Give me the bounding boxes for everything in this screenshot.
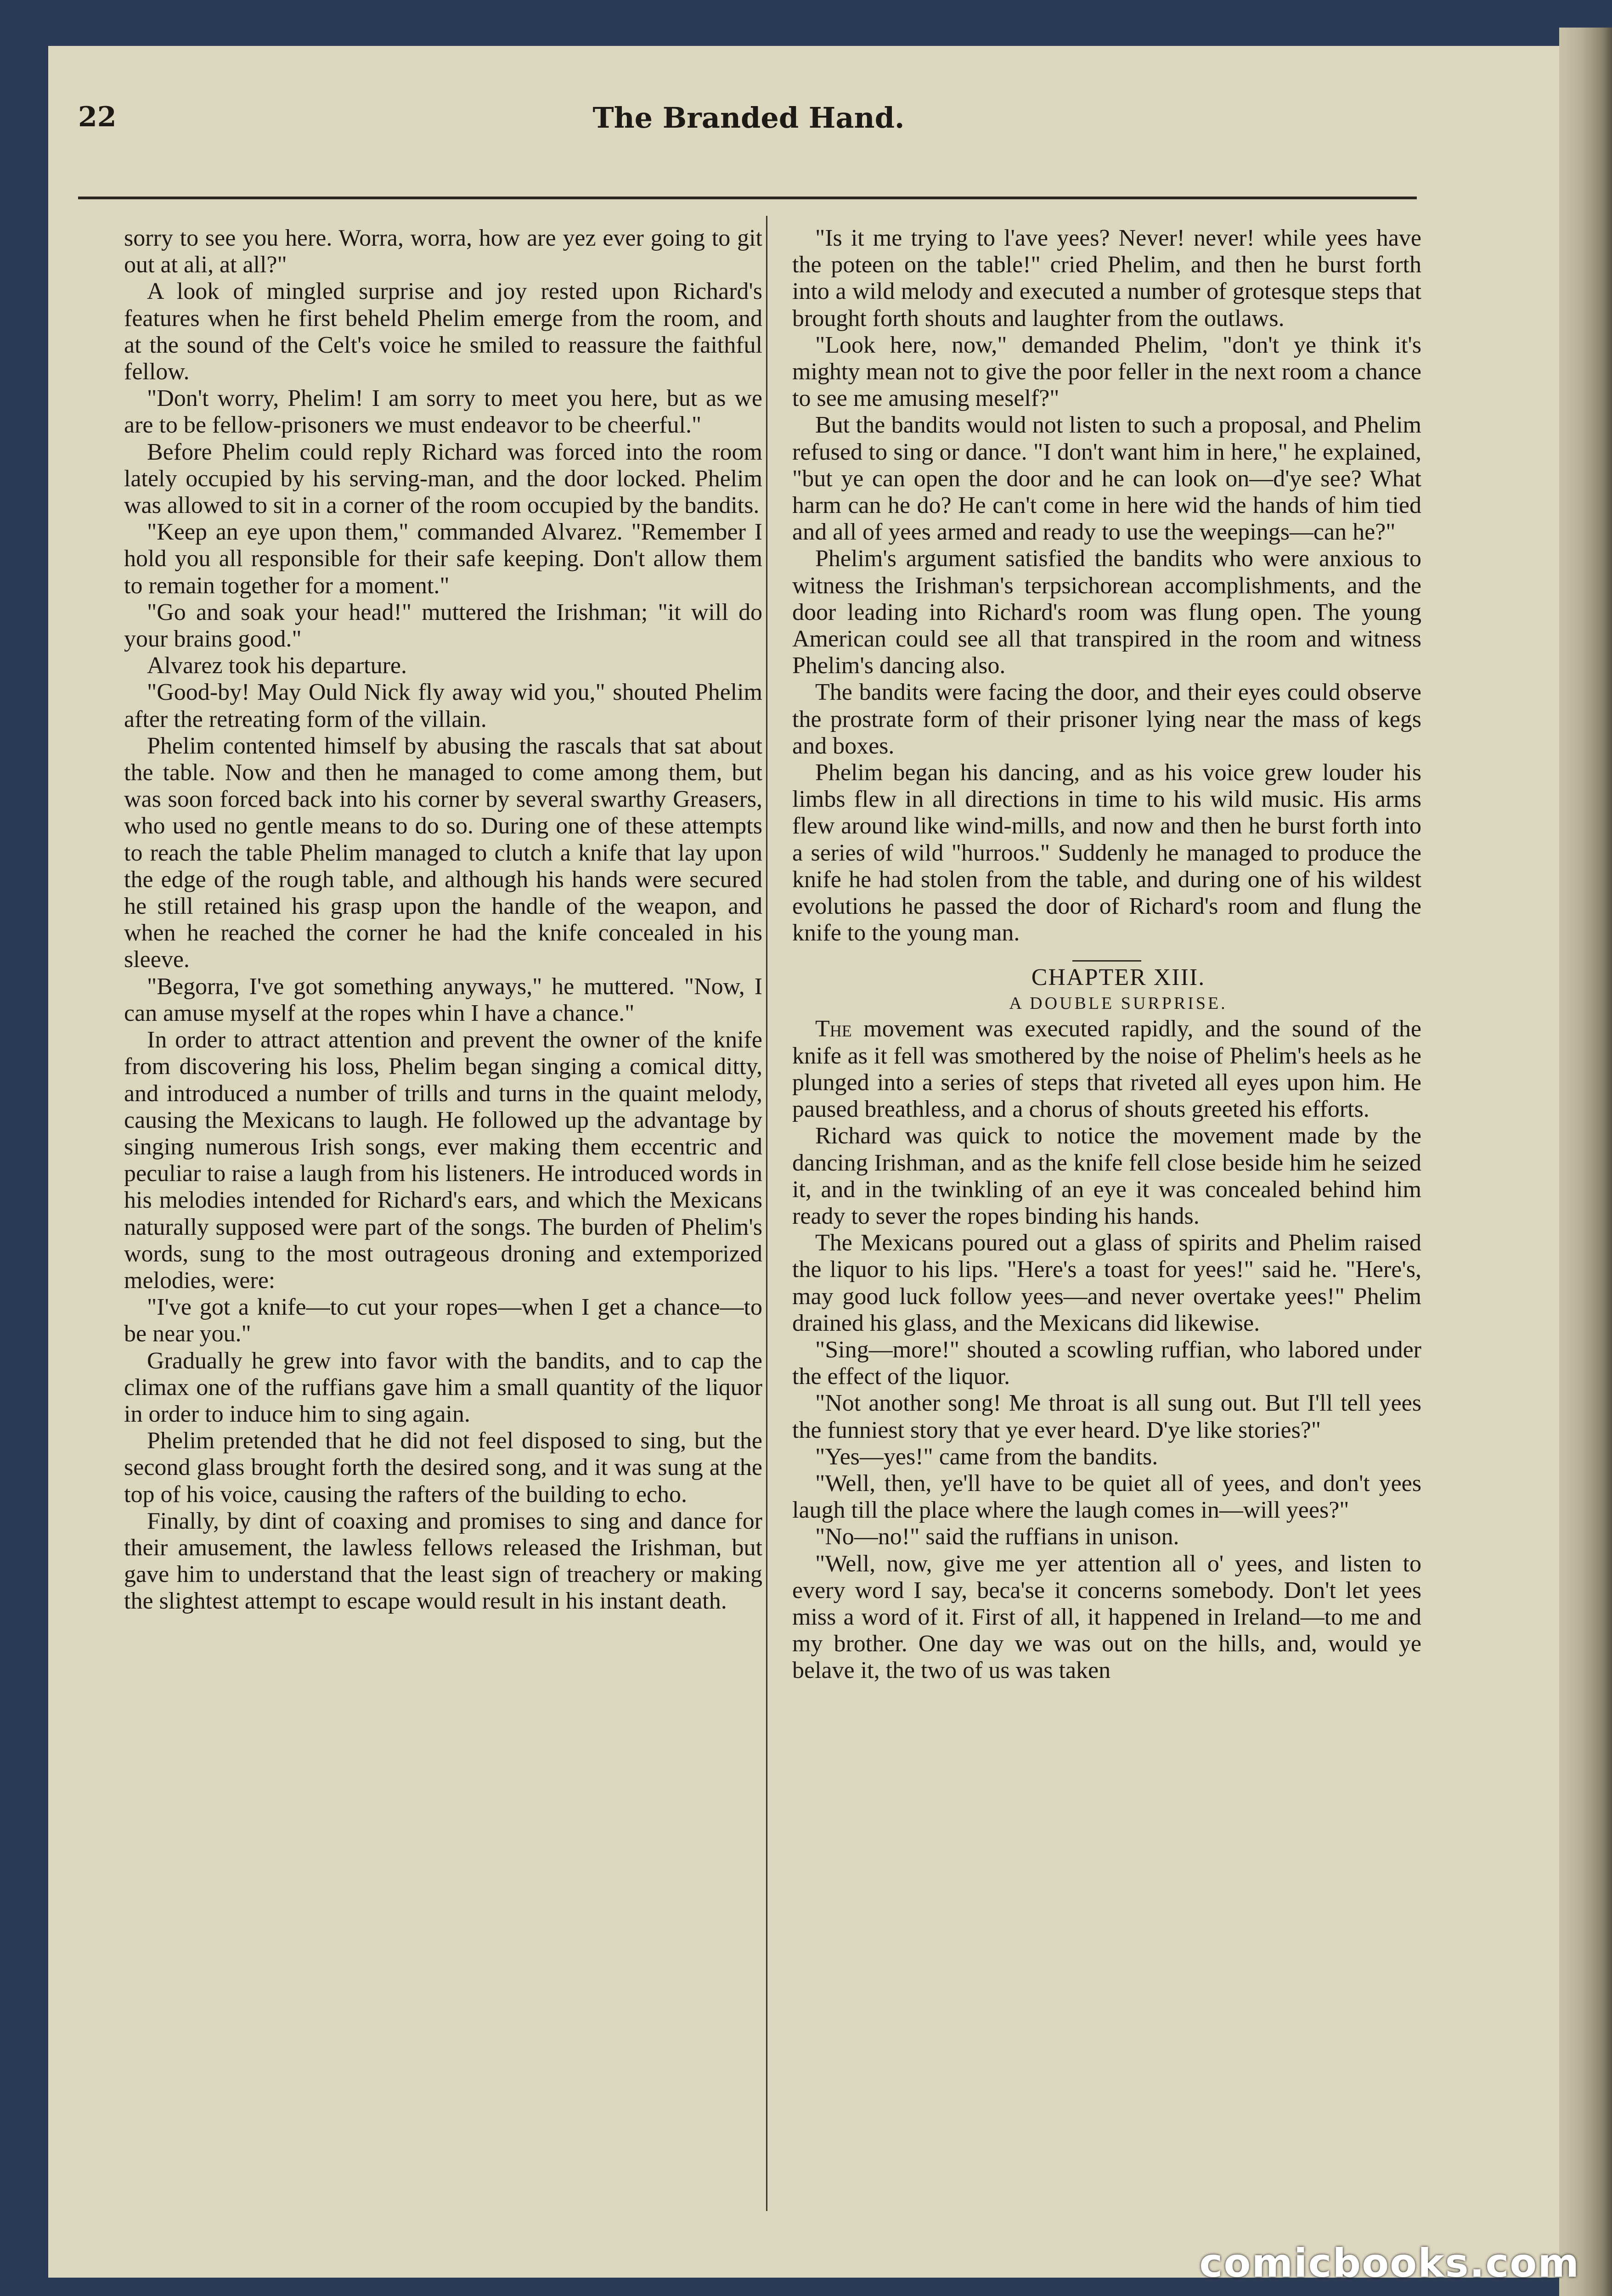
- watermark: comicbooks.com: [1199, 2240, 1580, 2286]
- paragraph: "I've got a knife—to cut your ropes—when I get a chance—to be near you.": [124, 1294, 762, 1347]
- paragraph: "Is it me trying to l'ave yees? Never! never! while yees have the poteen on the table!" cried Phelim, and then he burst forth into a wild melody and executed a number of grotesque steps that brought forth shouts and laughter from the outlaws.: [792, 225, 1421, 332]
- paragraph: In order to attract attention and prevent the owner of the knife from discovering his loss, Phelim began singing a comical ditty, and introduced a number of trills and turns in the quaint melody, causing the Mexicans to laugh. He followed up the advantage by singing numerous Irish songs, ever making them eccentric and peculiar to raise a laugh from his listeners. He introduced words in his melodies intended for Richard's ears, and which the Mexicans naturally supposed were part of the songs. The burden of Phelim's words, sung to the most outrageous droning and extemporized melodies, were:: [124, 1027, 762, 1294]
- page-number: 22: [78, 101, 117, 133]
- paragraph: Phelim pretended that he did not feel disposed to sing, but the second glass brought forth the desired song, and it was sung at the top of his voice, causing the rafters of the building to echo.: [124, 1428, 762, 1508]
- paragraph: Phelim's argument satisfied the bandits who were anxious to witness the Irishman's terpsichorean accomplishments, and the door leading into Richard's room was flung open. The young American could see all that transpired in the room and witness Phelim's dancing also.: [792, 546, 1421, 679]
- column-divider: [766, 216, 767, 2211]
- paragraph: "Keep an eye upon them," commanded Alvarez. "Remember I hold you all responsible for their safe keeping. Don't allow them to remain together for a moment.": [124, 519, 762, 599]
- paragraph: Richard was quick to notice the movement made by the dancing Irishman, and as the knife fell close beside him he seized it, and in the twinkling of an eye it was concealed behind him ready to sever the ropes binding his hands.: [792, 1123, 1421, 1229]
- paragraph: "Go and soak your head!" muttered the Irishman; "it will do your brains good.": [124, 599, 762, 653]
- paragraph: Phelim contented himself by abusing the rascals that sat about the table. Now and then he managed to come among them, but was soon forced back into his corner by several swarthy Greasers, who used no gentle means to do so. During one of these attempts to reach the table Phelim managed to clutch a knife that lay upon the edge of the rough table, and although his hands were secured he still retained his grasp upon the handle of the weapon, and when he reached the corner he had the knife concealed in his sleeve.: [124, 732, 762, 973]
- paragraph: The bandits were facing the door, and their eyes could observe the prostrate form of their prisoner lying near the mass of kegs and boxes.: [792, 679, 1421, 759]
- chapter-rule: [1072, 960, 1141, 962]
- paragraph: sorry to see you here. Worra, worra, how are yez ever going to git out at ali, at all?": [124, 225, 762, 278]
- paragraph: But the bandits would not listen to such a proposal, and Phelim refused to sing or dance. "I don't want him in here," he explained, "but ye can open the door and he can look on—d'ye see? What harm can he do? He can't come in here wid the hands of him tied and all of yees armed and ready to use the weepings—can he?": [792, 412, 1421, 546]
- paragraph: "Well, now, give me yer attention all o' yees, and listen to every word I say, beca'se it concerns somebody. Don't let yees miss a word of it. First of all, it happened in Ireland—to me and my brother. One day we was out on the hills, and, would ye belave it, the two of us was taken: [792, 1550, 1421, 1684]
- paragraph: A look of mingled surprise and joy rested upon Richard's features when he first beheld Phelim emerge from the room, and at the sound of the Celt's voice he smiled to reassure the faithful fellow.: [124, 278, 762, 385]
- header-rule: [78, 197, 1417, 199]
- paragraph: "No—no!" said the ruffians in unison.: [815, 1524, 1179, 1550]
- opening-text: movement was executed rapidly, and the sound of the knife as it fell was smothered by the noise of Phelim's heels as he plunged into a series of steps that riveted all eyes upon him. He paused breathless, and a chorus of shouts greeted his efforts.: [792, 1016, 1421, 1123]
- chapter-heading-block: [792, 960, 1421, 1016]
- paragraph: "Sing—more!" shouted a scowling ruffian, who labored under the effect of the liquor.: [792, 1336, 1421, 1390]
- left-column: [124, 225, 762, 1615]
- paragraph: "Good-by! May Ould Nick fly away wid you," shouted Phelim after the retreating form of the villain.: [124, 679, 762, 732]
- running-title: The Branded Hand.: [592, 101, 905, 135]
- paragraph: The Mexicans poured out a glass of spirits and Phelim raised the liquor to his lips. "Here's a toast for yees!" said he. "Here's, may good luck follow yees—and never overtake yees!" Phelim drained his glass, and the Mexicans did likewise.: [792, 1230, 1421, 1336]
- chapter-opening-paragraph: [792, 1016, 1421, 1123]
- chapter-subtitle: A DOUBLE SURPRISE.: [1009, 994, 1228, 1013]
- paragraph: "Look here, now," demanded Phelim, "don't ye think it's mighty mean not to give the poor feller in the next room a chance to see me amusing meself?": [792, 332, 1421, 412]
- paragraph: Alvarez took his departure.: [147, 653, 407, 679]
- paragraph: "Not another song! Me throat is all sung out. But I'll tell yees the funniest story that ye ever heard. D'ye like stories?": [792, 1390, 1421, 1443]
- paragraph: Finally, by dint of coaxing and promises to sing and dance for their amusement, the lawless fellows released the Irishman, but gave him to understand that the least sign of treachery or making the slightest attempt to escape would result in his instant death.: [124, 1508, 762, 1615]
- paragraph: "Well, then, ye'll have to be quiet all of yees, and don't yees laugh till the place where the laugh comes in—will yees?": [792, 1470, 1421, 1524]
- paragraph: "Yes—yes!" came from the bandits.: [815, 1443, 1158, 1470]
- opening-word: The: [815, 1016, 852, 1042]
- paragraph: Before Phelim could reply Richard was forced into the room lately occupied by his serving-man, and the door locked. Phelim was allowed to sit in a corner of the room occupied by the bandits.: [124, 439, 762, 519]
- right-column: [792, 225, 1421, 1684]
- book-spine: [1559, 28, 1612, 2296]
- page-header: [78, 99, 1419, 154]
- paragraph: "Don't worry, Phelim! I am sorry to meet you here, but as we are to be fellow-prisoners we must endeavor to be cheerful.": [124, 385, 762, 439]
- paragraph: Gradually he grew into favor with the bandits, and to cap the climax one of the ruffians gave him a small quantity of the liquor in order to induce him to sing again.: [124, 1347, 762, 1427]
- chapter-heading: CHAPTER XIII.: [1031, 964, 1206, 991]
- paragraph: Phelim began his dancing, and as his voice grew louder his limbs flew in all directions in time to his wild music. His arms flew around like wind-mills, and now and then he burst forth into a series of wild "hurroos." Suddenly he managed to produce the knife he had stolen from the table, and during one of his wildest evolutions he passed the door of Richard's room and flung the knife to the young man.: [792, 760, 1421, 946]
- paragraph: "Begorra, I've got something anyways," he muttered. "Now, I can amuse myself at the ropes whin I have a chance.": [124, 973, 762, 1026]
